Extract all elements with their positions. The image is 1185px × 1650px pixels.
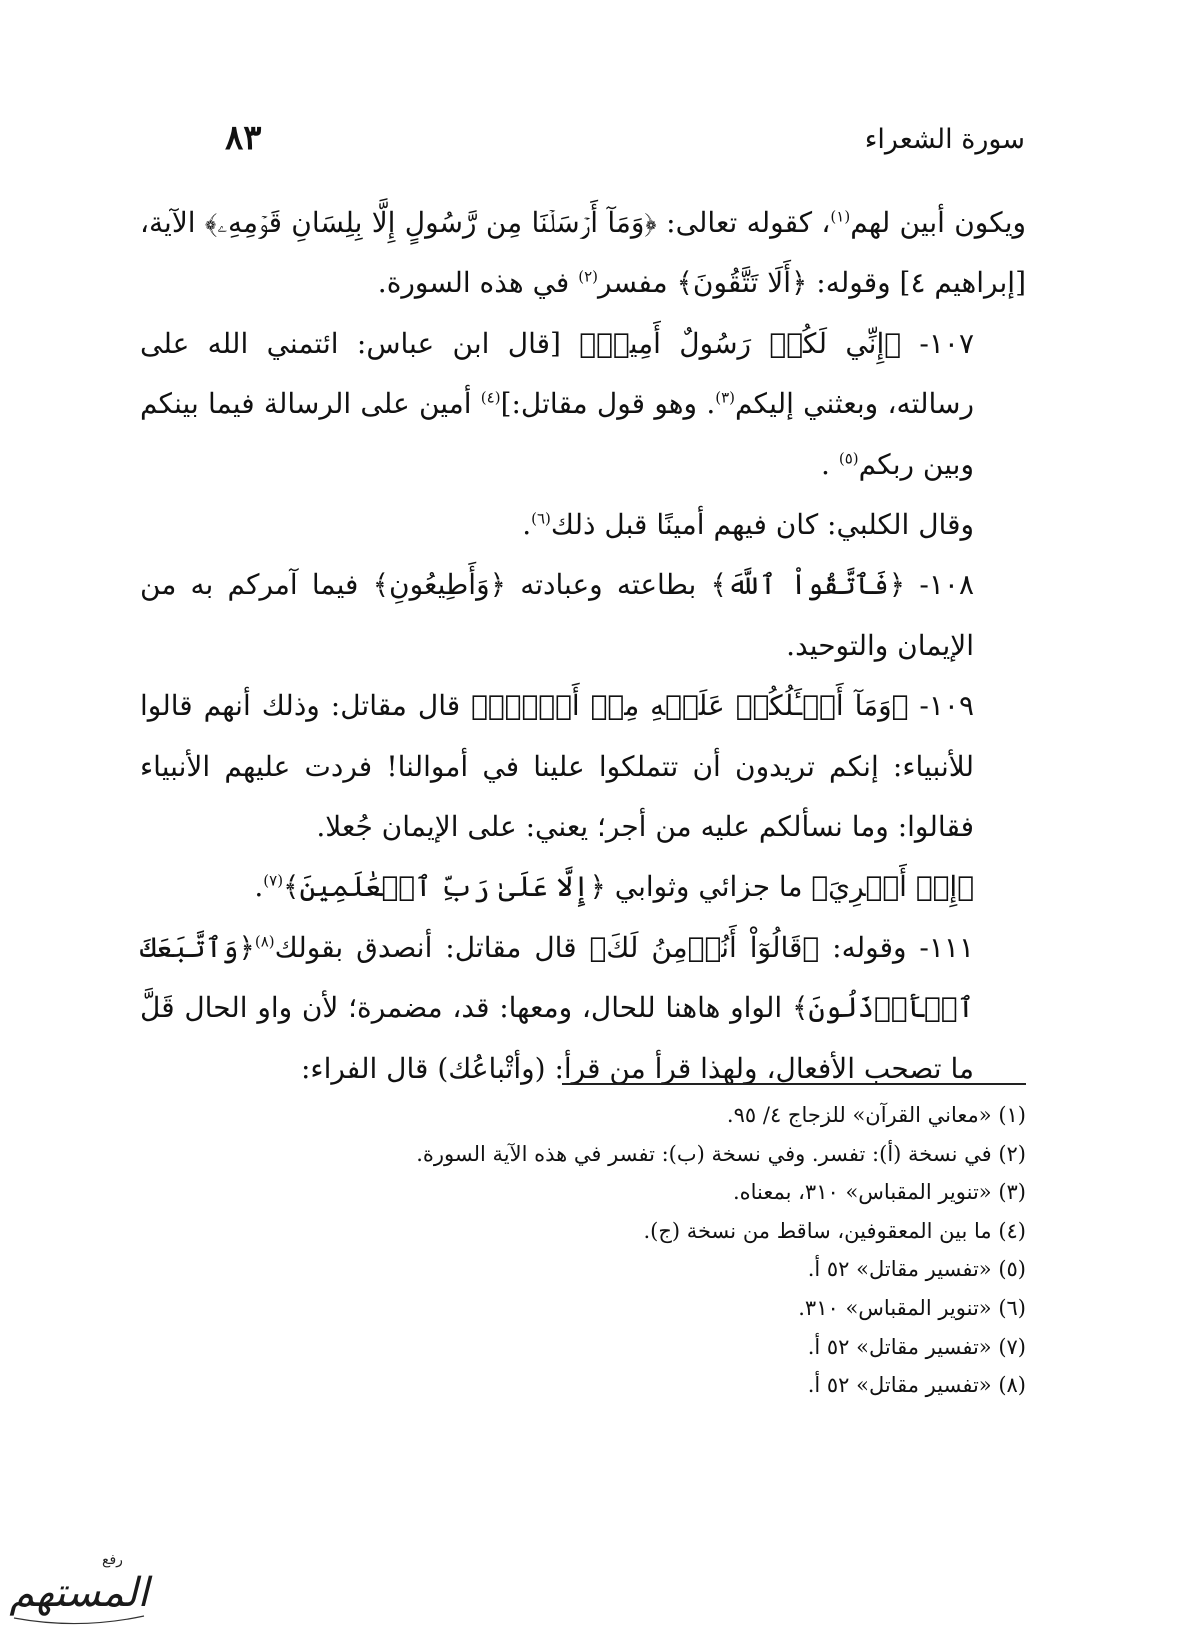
footnote-ref: (٥) [838,449,859,468]
text-run: . وهو قول مقاتل:] [500,387,716,421]
footnote-item: (٨) «تفسير مقاتل» ٥٢ أ. [807,1373,1026,1398]
text-run: ما جزائي وثوابي [605,870,812,904]
page-header [225,118,1025,168]
footnote-item: (٦) «تنوير المقباس» ٣١٠. [798,1295,1026,1320]
text-run: ويكون أبين لهم [850,206,1027,239]
footnote-ref: (٤) [480,388,501,407]
text-run: مفسر [597,266,677,300]
logo-text: المستهم [9,1570,149,1616]
quran-verse: ﴿إِنِّي لَكُمۡ رَسُولٌ أَمِينٞ﴾ [579,326,902,360]
quran-verse: ﴿وَأَطِيعُونِ﴾ [372,568,507,602]
verse-number: ١١١- [906,930,974,964]
footnote-item: (٧) «تفسير مقاتل» ٥٢ أ. [807,1334,1026,1359]
logo-subtext: رفع [102,1552,123,1568]
footnote-ref: (٢) [578,268,598,287]
paragraph-ajri [140,857,1026,917]
page-number: ٨٣ [225,118,262,158]
verse-number: ١٠٨- [905,568,974,602]
footnote-ref: (٨) [254,932,275,951]
paragraph-verse-111 [140,918,1026,1099]
text-run: الآية، [إبراهيم ٤] وقوله: [140,206,1026,300]
main-text [140,193,1026,1099]
paragraph-verse-107 [140,314,1026,495]
text-run: ، كقوله تعالى: [656,206,831,239]
footnote-ref: (٧) [263,872,284,891]
text-run: الواو هاهنا للحال، ومعها: قد، مضمرة؛ لأن واو الحال قَلَّ ما تصحب الأفعال، ولهذا قرأ من قرأ: (وأتْباعُك) قال الفراء: [140,991,974,1085]
quran-verse: ﴿وَمَآ أَسۡـَٔلُكُمۡ عَلَيۡهِ مِنۡ أَجۡرٍۖ﴾ [471,689,909,723]
footnote-ref: (٦) [531,509,551,528]
footnote-item: (١) «معاني القرآن» للزجاج ٤/ ٩٥. [726,1103,1026,1127]
quran-verse: ﴿وَمَآ أَرۡسَلۡنَا مِن رَّسُولٍ إِلَّا بِلِسَانِ قَوۡمِهِۦ﴾ [204,206,657,239]
paragraph-1 [140,193,1026,314]
paragraph-verse-109 [140,676,1026,857]
text-run: . [522,508,532,542]
quran-verse: ﴿وَٱتَّبَعَكَ ٱلۡأَرۡذَلُونَ﴾ [140,930,974,1025]
text-run: وقال الكلبي: كان فيهم أمينًا قبل ذلك [550,508,974,542]
footnotes [300,1096,1026,1405]
quran-verse: ﴿قَالُوٓاْ أَنُؤۡمِنُ لَكَ﴾ [589,930,820,964]
text-run: فيما آمركم به من الإيمان والتوحيد. [140,568,974,662]
text-run: قال مقاتل: أنصدق بقولك [274,930,590,964]
text-run: أمين على الرسالة فيما بينكم وبين ربكم [140,387,974,481]
verse-number: ١٠٩- [908,689,974,723]
quran-verse: ﴿فَٱتَّقُواْ ٱللَّهَ﴾ [710,568,906,602]
paragraph-verse-108 [140,555,1026,676]
running-title: سورة الشعراء [864,124,1025,155]
text-run: [قال ابن عباس: ائتمني الله على رسالته، وبعثني إليكم [140,326,974,421]
footnote-divider [562,1083,1026,1085]
paragraph-kalbi [140,495,1026,555]
quran-verse: ﴿إِلَّا عَلَىٰ رَبِّ ٱلۡعَٰلَمِينَ﴾ [283,870,606,904]
verse-number: ١٠٧- [901,326,974,360]
text-run: . [254,870,264,904]
text-run: في هذه السورة. [377,266,579,300]
footnote-ref: (١) [830,207,851,226]
footnote-item: (٢) في نسخة (أ): تفسر. وفي نسخة (ب): تفسر في هذه الآية السورة. [416,1141,1026,1166]
footnote-ref: (٣) [715,388,736,407]
text-run: قال مقاتل: وذلك أنهم قالوا للأنبياء: إنكم تريدون أن تتملكوا علينا في أموالنا! فردت عليهم الأنبياء فقالوا: وما نسألكم عليه من أجر؛ يعني: على الإيمان جُعلا. [140,689,974,844]
text-run: بطاعته وعبادته [506,568,711,602]
footnote-item: (٣) «تنوير المقباس» ٣١٠، بمعناه. [732,1180,1026,1205]
publisher-logo [4,1546,154,1636]
footnote-item: (٥) «تفسير مقاتل» ٥٢ أ. [807,1257,1026,1282]
footnote-item: (٤) ما بين المعقوفين، ساقط من نسخة (ج). [643,1218,1026,1243]
text-run: وقوله: [819,930,907,964]
text-run: . [821,447,839,481]
quran-verse: ﴿أَلَا تَتَّقُونَ﴾ [676,266,808,300]
quran-verse: ﴿إِنۡ أَجۡرِيَ﴾ [811,870,974,904]
